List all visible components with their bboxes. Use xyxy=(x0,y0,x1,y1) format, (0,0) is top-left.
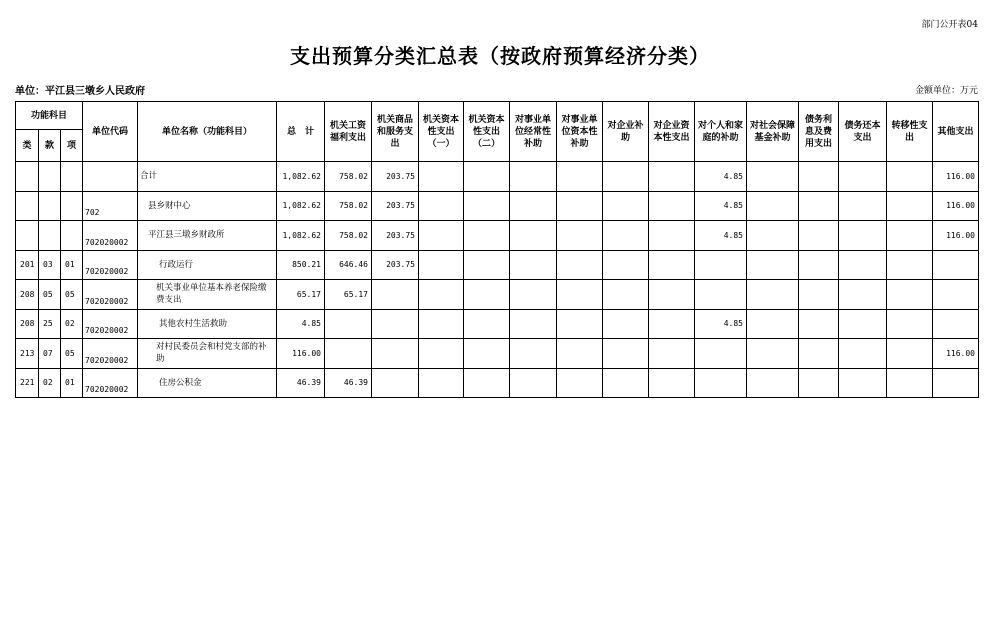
cell-value xyxy=(603,250,649,280)
cell-value xyxy=(419,250,464,280)
cell-value xyxy=(649,280,695,310)
header-col: 债务利息及费用支出 xyxy=(799,102,839,162)
cell-total: 1,082.62 xyxy=(277,191,325,221)
cell-value: 116.00 xyxy=(933,339,979,369)
cell-value xyxy=(464,339,510,369)
cell-value xyxy=(464,368,510,398)
cell-unit-name: 住房公积金 xyxy=(138,368,277,398)
cell-value xyxy=(747,309,799,339)
header-col: 对事业单位资本性补助 xyxy=(557,102,603,162)
header-unit-code: 单位代码 xyxy=(83,102,138,162)
cell-xiang xyxy=(61,162,83,192)
cell-value: 646.46 xyxy=(325,250,372,280)
cell-value xyxy=(557,250,603,280)
cell-value xyxy=(839,221,887,251)
cell-kuan xyxy=(39,162,61,192)
cell-total: 1,082.62 xyxy=(277,221,325,251)
header-col: 对社会保障基金补助 xyxy=(747,102,799,162)
cell-value xyxy=(419,191,464,221)
cell-unit-name: 机关事业单位基本养老保险缴费支出 xyxy=(138,280,277,310)
cell-value xyxy=(839,250,887,280)
cell-xiang xyxy=(61,191,83,221)
cell-value xyxy=(325,339,372,369)
cell-xiang: 05 xyxy=(61,280,83,310)
cell-value xyxy=(464,250,510,280)
cell-value xyxy=(603,162,649,192)
header-xiang: 项 xyxy=(61,130,83,162)
expenditure-table xyxy=(15,101,979,398)
cell-value xyxy=(933,250,979,280)
table-row xyxy=(16,339,979,369)
cell-value xyxy=(510,368,557,398)
cell-value xyxy=(747,280,799,310)
cell-value xyxy=(510,191,557,221)
cell-value xyxy=(887,309,933,339)
cell-value xyxy=(747,368,799,398)
cell-value xyxy=(557,368,603,398)
cell-value xyxy=(695,339,747,369)
cell-value xyxy=(799,250,839,280)
cell-unit-name: 平江县三墩乡财政所 xyxy=(138,221,277,251)
cell-total: 1,082.62 xyxy=(277,162,325,192)
cell-value xyxy=(799,221,839,251)
cell-value xyxy=(799,280,839,310)
cell-value: 116.00 xyxy=(933,191,979,221)
cell-value xyxy=(839,162,887,192)
cell-value xyxy=(372,339,419,369)
cell-value xyxy=(557,309,603,339)
cell-value xyxy=(464,309,510,339)
cell-value: 758.02 xyxy=(325,162,372,192)
cell-value xyxy=(799,339,839,369)
cell-value xyxy=(603,368,649,398)
cell-value xyxy=(510,162,557,192)
cell-value xyxy=(747,250,799,280)
cell-total: 850.21 xyxy=(277,250,325,280)
cell-value xyxy=(325,309,372,339)
cell-xiang: 05 xyxy=(61,339,83,369)
header-col: 机关资本性支出（一） xyxy=(419,102,464,162)
cell-unit-code: 702020002 xyxy=(83,368,138,398)
cell-value xyxy=(887,250,933,280)
cell-value: 758.02 xyxy=(325,191,372,221)
cell-unit-code: 702020002 xyxy=(83,309,138,339)
cell-value: 4.85 xyxy=(695,162,747,192)
header-col: 对企业补助 xyxy=(603,102,649,162)
cell-value xyxy=(887,162,933,192)
cell-value xyxy=(747,339,799,369)
cell-value xyxy=(933,280,979,310)
cell-unit-code: 702020002 xyxy=(83,250,138,280)
header-total: 总 计 xyxy=(277,102,325,162)
cell-value xyxy=(603,221,649,251)
cell-unit-code: 702020002 xyxy=(83,221,138,251)
cell-lei xyxy=(16,221,39,251)
header-unit-name: 单位名称（功能科目） xyxy=(138,102,277,162)
cell-value xyxy=(839,339,887,369)
cell-value xyxy=(464,191,510,221)
header-col: 对企业资本性支出 xyxy=(649,102,695,162)
header-col: 机关商品和服务支出 xyxy=(372,102,419,162)
cell-value xyxy=(603,191,649,221)
cell-value xyxy=(649,309,695,339)
cell-value xyxy=(799,191,839,221)
cell-value xyxy=(649,339,695,369)
cell-value xyxy=(887,368,933,398)
cell-value xyxy=(464,280,510,310)
cell-value xyxy=(887,339,933,369)
cell-xiang xyxy=(61,221,83,251)
table-row xyxy=(16,221,979,251)
cell-value: 203.75 xyxy=(372,191,419,221)
cell-value: 203.75 xyxy=(372,162,419,192)
cell-kuan: 02 xyxy=(39,368,61,398)
cell-value: 4.85 xyxy=(695,221,747,251)
cell-value xyxy=(649,250,695,280)
table-row xyxy=(16,280,979,310)
cell-value: 203.75 xyxy=(372,221,419,251)
cell-lei: 221 xyxy=(16,368,39,398)
cell-value xyxy=(419,309,464,339)
table-row xyxy=(16,191,979,221)
table-row xyxy=(16,250,979,280)
cell-unit-name: 对村民委员会和村党支部的补助 xyxy=(138,339,277,369)
cell-value xyxy=(695,250,747,280)
header-col: 债务还本支出 xyxy=(839,102,887,162)
cell-value xyxy=(419,339,464,369)
cell-value xyxy=(887,280,933,310)
cell-value xyxy=(557,191,603,221)
cell-value xyxy=(419,280,464,310)
header-col: 对事业单位经常性补助 xyxy=(510,102,557,162)
cell-value xyxy=(557,339,603,369)
cell-value: 203.75 xyxy=(372,250,419,280)
cell-kuan xyxy=(39,191,61,221)
cell-value xyxy=(419,368,464,398)
table-row xyxy=(16,162,979,192)
unit-label: 单位：平江县三墩乡人民政府 xyxy=(15,86,145,97)
cell-kuan xyxy=(39,221,61,251)
cell-value xyxy=(372,368,419,398)
page-tag: 部门公开表04 xyxy=(921,20,978,30)
cell-kuan: 07 xyxy=(39,339,61,369)
cell-xiang: 01 xyxy=(61,250,83,280)
cell-value xyxy=(933,368,979,398)
cell-lei: 213 xyxy=(16,339,39,369)
cell-value: 4.85 xyxy=(695,191,747,221)
cell-value xyxy=(887,191,933,221)
cell-value xyxy=(887,221,933,251)
cell-kuan: 03 xyxy=(39,250,61,280)
cell-lei xyxy=(16,191,39,221)
header-func-subject: 功能科目 xyxy=(16,102,83,130)
cell-value xyxy=(372,280,419,310)
money-unit-label: 金额单位：万元 xyxy=(914,86,978,96)
cell-total: 4.85 xyxy=(277,309,325,339)
cell-value xyxy=(695,368,747,398)
cell-value xyxy=(747,221,799,251)
cell-value xyxy=(649,191,695,221)
header-col: 机关工资福利支出 xyxy=(325,102,372,162)
cell-value: 116.00 xyxy=(933,162,979,192)
cell-lei: 201 xyxy=(16,250,39,280)
table-row xyxy=(16,309,979,339)
cell-lei xyxy=(16,162,39,192)
cell-value xyxy=(933,309,979,339)
cell-value: 65.17 xyxy=(325,280,372,310)
cell-value xyxy=(464,221,510,251)
cell-value xyxy=(510,221,557,251)
header-kuan: 款 xyxy=(39,130,61,162)
cell-value: 4.85 xyxy=(695,309,747,339)
cell-total: 116.00 xyxy=(277,339,325,369)
cell-lei: 208 xyxy=(16,280,39,310)
cell-value xyxy=(649,162,695,192)
cell-value: 46.39 xyxy=(325,368,372,398)
cell-value xyxy=(557,162,603,192)
cell-value xyxy=(603,339,649,369)
cell-value xyxy=(799,309,839,339)
cell-value: 758.02 xyxy=(325,221,372,251)
table-row xyxy=(16,368,979,398)
page-title: 支出预算分类汇总表（按政府预算经济分类） xyxy=(290,44,710,68)
cell-total: 46.39 xyxy=(277,368,325,398)
cell-value xyxy=(419,221,464,251)
cell-value xyxy=(747,162,799,192)
cell-unit-name: 合计 xyxy=(138,162,277,192)
cell-value xyxy=(839,309,887,339)
cell-value xyxy=(799,162,839,192)
cell-value xyxy=(839,191,887,221)
cell-kuan: 05 xyxy=(39,280,61,310)
cell-xiang: 02 xyxy=(61,309,83,339)
cell-value xyxy=(799,368,839,398)
cell-value xyxy=(603,280,649,310)
cell-value xyxy=(557,221,603,251)
cell-xiang: 01 xyxy=(61,368,83,398)
cell-value xyxy=(695,280,747,310)
cell-unit-name: 行政运行 xyxy=(138,250,277,280)
cell-unit-code: 702 xyxy=(83,191,138,221)
cell-value xyxy=(557,280,603,310)
cell-value xyxy=(649,368,695,398)
cell-unit-name: 县乡财中心 xyxy=(138,191,277,221)
header-col: 其他支出 xyxy=(933,102,979,162)
header-col: 转移性支出 xyxy=(887,102,933,162)
cell-kuan: 25 xyxy=(39,309,61,339)
cell-value: 116.00 xyxy=(933,221,979,251)
cell-value xyxy=(649,221,695,251)
cell-value xyxy=(839,368,887,398)
cell-lei: 208 xyxy=(16,309,39,339)
cell-value xyxy=(372,309,419,339)
cell-unit-code: 702020002 xyxy=(83,339,138,369)
cell-total: 65.17 xyxy=(277,280,325,310)
cell-value xyxy=(510,339,557,369)
cell-value xyxy=(510,250,557,280)
header-col: 对个人和家庭的补助 xyxy=(695,102,747,162)
cell-value xyxy=(510,280,557,310)
header-col: 机关资本性支出（二） xyxy=(464,102,510,162)
cell-value xyxy=(747,191,799,221)
cell-unit-code: 702020002 xyxy=(83,280,138,310)
cell-value xyxy=(419,162,464,192)
cell-unit-code xyxy=(83,162,138,192)
cell-value xyxy=(464,162,510,192)
cell-value xyxy=(603,309,649,339)
cell-unit-name: 其他农村生活救助 xyxy=(138,309,277,339)
cell-value xyxy=(839,280,887,310)
cell-value xyxy=(510,309,557,339)
header-lei: 类 xyxy=(16,130,39,162)
